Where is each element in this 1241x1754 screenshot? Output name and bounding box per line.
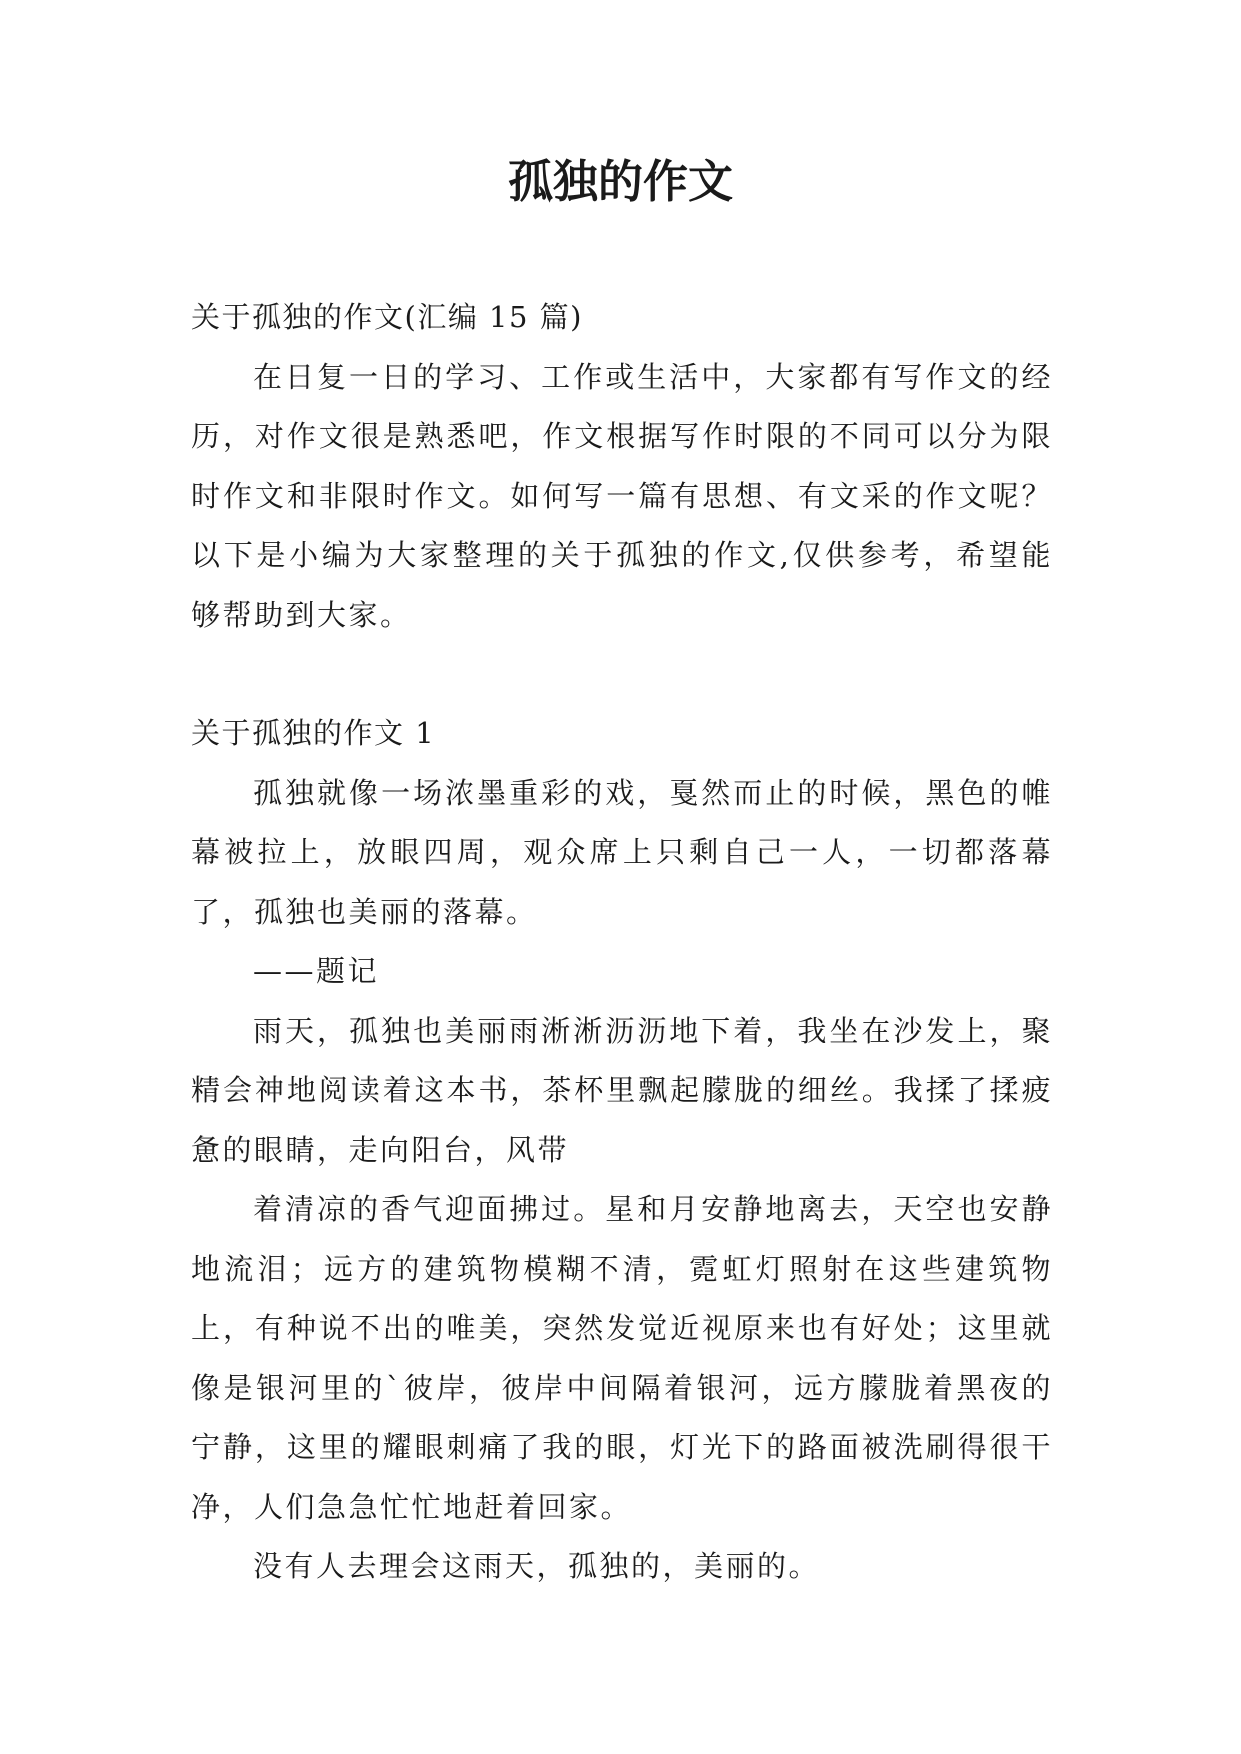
intro-paragraph: 在日复一日的学习、工作或生活中，大家都有写作文的经历，对作文很是熟悉吧，作文根据写作时限的不同可以分为限时作文和非限时作文。如何写一篇有思想、有文采的作文呢？以下是小编为大家整理的关于孤独的作文,仅供参考，希望能够帮助到大家。 bbox=[191, 359, 1053, 632]
document-body bbox=[191, 288, 1053, 1597]
essay-1-paragraph-3: 着清凉的香气迎面拂过。星和月安静地离去，天空也安静地流泪；远方的建筑物模糊不清，霓虹灯照射在这些建筑物上，有种说不出的唯美，突然发觉近视原来也有好处；这里就像是银河里的`彼岸，彼岸中间隔着银河，远方朦胧着黑夜的宁静，这里的耀眼刺痛了我的眼，灯光下的路面被洗刷得很干净，人们急急忙忙地赶着回家。 bbox=[191, 1192, 1053, 1524]
essay-1-paragraph-1: 孤独就像一场浓墨重彩的戏，戛然而止的时候，黑色的帷幕被拉上，放眼四周，观众席上只剩自己一人，一切都落幕了，孤独也美丽的落幕。 bbox=[191, 775, 1053, 929]
document-title: 孤独的作文 bbox=[507, 155, 733, 208]
essay-1-paragraph-4: 没有人去理会这雨天，孤独的，美丽的。 bbox=[253, 1549, 821, 1583]
essay-1-paragraph-2: 雨天，孤独也美丽雨淅淅沥沥地下着，我坐在沙发上，聚精会神地阅读着这本书，茶杯里飘起朦胧的细丝。我揉了揉疲惫的眼睛，走向阳台，风带 bbox=[191, 1013, 1053, 1167]
essay-1-inscription: ——题记 bbox=[253, 954, 380, 988]
intro-heading: 关于孤独的作文(汇编 15 篇) bbox=[191, 300, 583, 334]
section-spacer bbox=[191, 645, 1053, 704]
essay-1-heading: 关于孤独的作文 1 bbox=[191, 716, 436, 750]
